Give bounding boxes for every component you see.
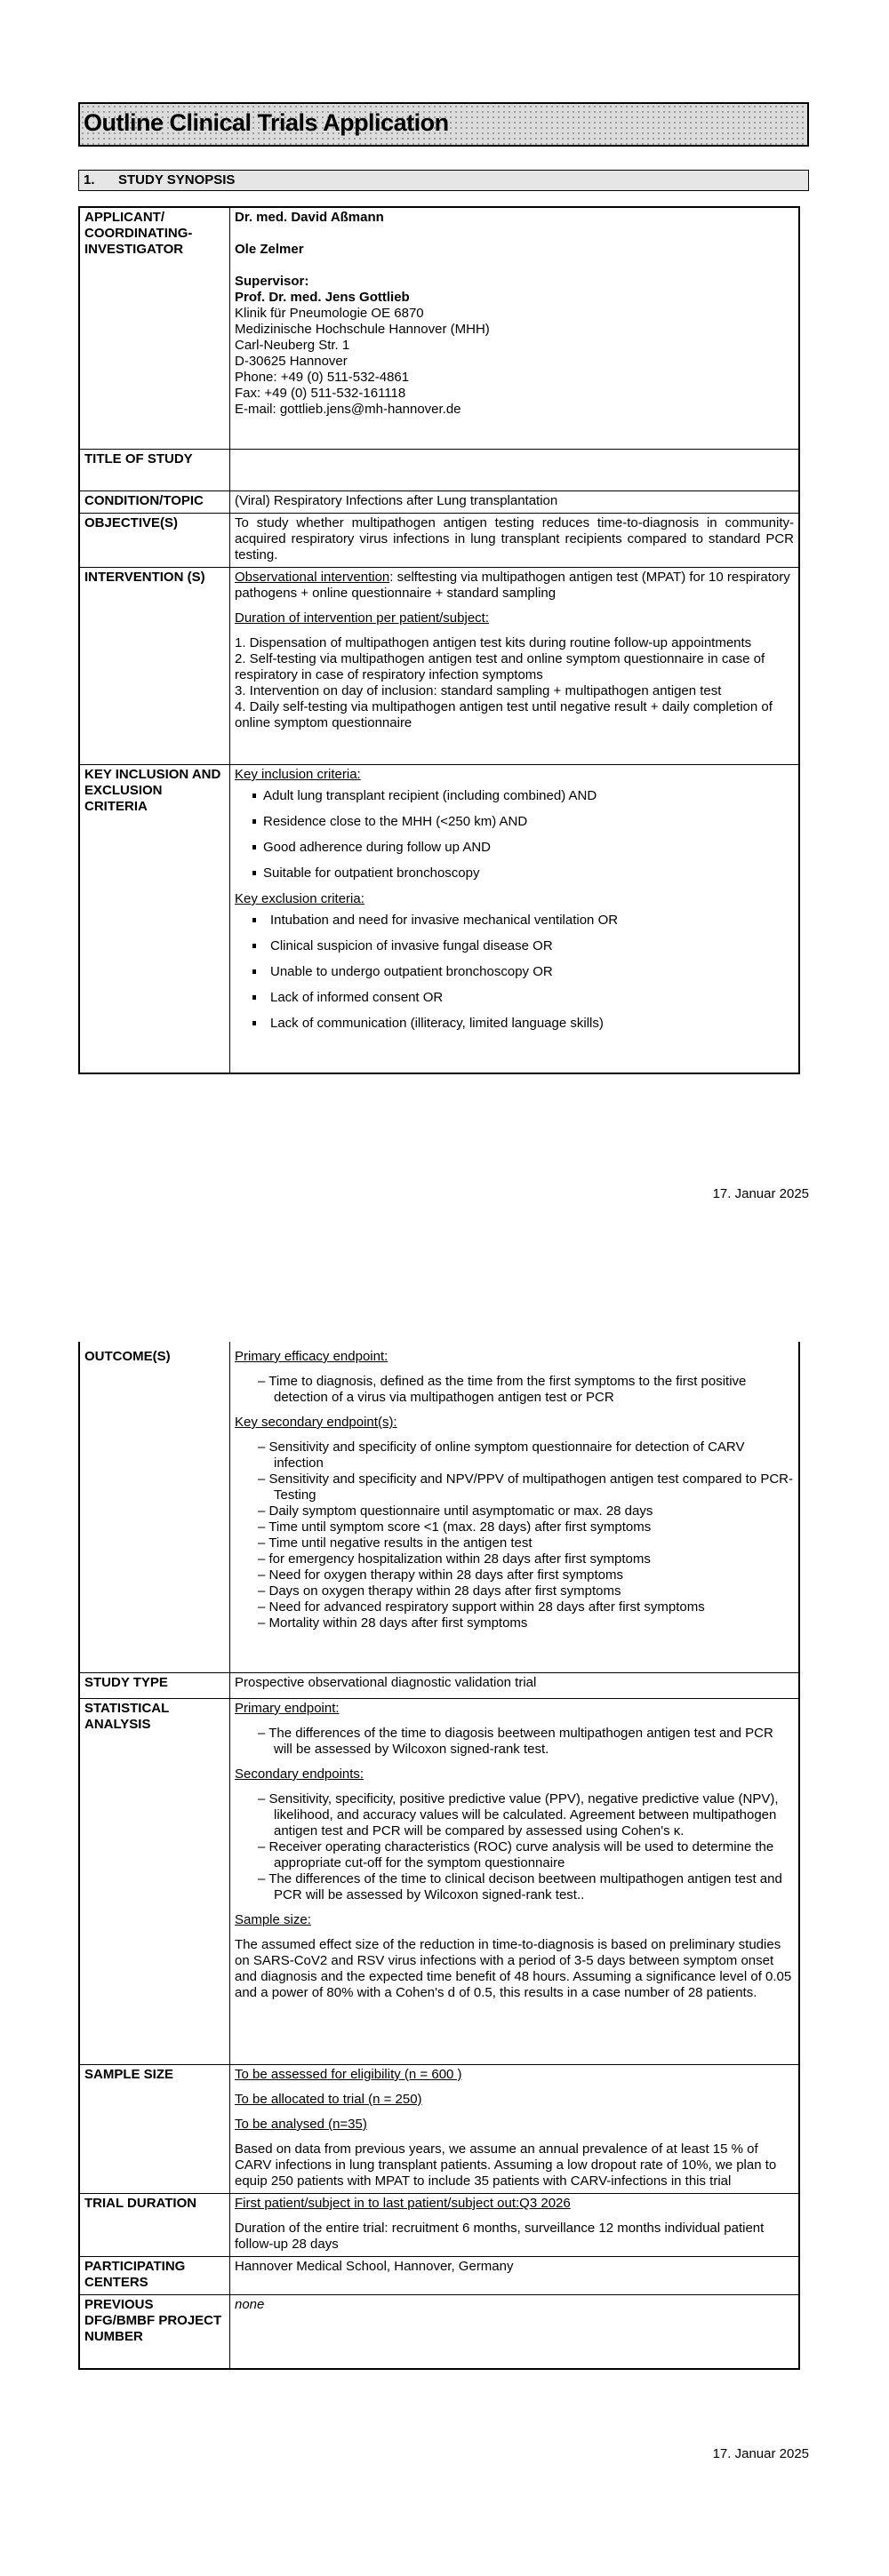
allocated-trial: To be allocated to trial (n = 250) [235, 2092, 422, 2107]
applicant-name-1: Dr. med. David Aßmann [235, 210, 384, 225]
applicant-cell [230, 207, 800, 450]
inclusion-item: Adult lung transplant recipient (including combined) AND [235, 788, 794, 804]
phone: Phone: +49 (0) 511-532-4861 [235, 370, 410, 385]
title-of-study-value [230, 450, 800, 491]
row-statistics [79, 1699, 799, 2065]
primary-endpoint-item: – Time to diagnosis, defined as the time from the first symptoms to the first positive detection of a virus via multipathogen antigen test or PCR [258, 1374, 747, 1405]
inclusion-item: Residence close to the MHH (<250 km) AND [235, 814, 794, 830]
first-last-patient: First patient/subject in to last patient/subject out:Q3 2026 [235, 2196, 571, 2211]
row-outcomes [79, 1342, 799, 1673]
synopsis-table-page2 [78, 1342, 800, 2370]
primary-endpoint-heading: Primary efficacy endpoint: [235, 1349, 388, 1364]
sample-size-rationale: Based on data from previous years, we assume an annual prevalence of at least 15 % of CARV infections in lung transplant patients. Assuming a low dropout rate of 10%, we plan to equip 250 patients with MPAT to include 35 patients with CARV-infections in this trial [235, 2141, 777, 2189]
document-title-box [78, 102, 809, 147]
row-title [79, 450, 799, 491]
trial-duration-text: Duration of the entire trial: recruitment 6 months, surveillance 12 months individual patient follow-up 28 days [235, 2221, 765, 2252]
inclusion-item: Suitable for outpatient bronchoscopy [235, 865, 794, 881]
row-trial-duration [79, 2194, 799, 2257]
intervention-step: 4. Daily self-testing via multipathogen antigen test until negative result + daily completion of online symptom questionnaire [235, 699, 773, 730]
inclusion-item: Good adherence during follow up AND [235, 840, 794, 856]
label-study-type: STUDY TYPE [79, 1673, 230, 1699]
label-sample-size: SAMPLE SIZE [79, 2065, 230, 2194]
fax: Fax: +49 (0) 511-532-161118 [235, 386, 406, 401]
previous-value: none [230, 2295, 800, 2370]
secondary-endpoint-item: – Days on oxygen therapy within 28 days after first symptoms [258, 1583, 621, 1599]
intervention-step: 3. Intervention on day of inclusion: standard sampling + multipathogen antigen test [235, 683, 722, 698]
secondary-endpoint-item: – Sensitivity and specificity of online symptom questionnaire for detection of CARV infection [258, 1440, 745, 1471]
sample-size-heading: Sample size: [235, 1912, 311, 1927]
criteria-cell [230, 765, 800, 1074]
centers-value: Hannover Medical School, Hannover, Germany [230, 2257, 800, 2295]
address-line: Carl-Neuberg Str. 1 [235, 338, 350, 353]
obs-intervention-text: : selftesting via multipathogen antigen test (MPAT) for 10 respiratory pathogens + online questionnaire + standard sampling [235, 570, 790, 601]
row-objective [79, 514, 799, 568]
label-trial-duration: TRIAL DURATION [79, 2194, 230, 2257]
secondary-endpoint-heading: Key secondary endpoint(s): [235, 1415, 397, 1430]
address-line: D-30625 Hannover [235, 354, 348, 369]
label-previous: PREVIOUS DFG/BMBF PROJECT NUMBER [79, 2295, 230, 2370]
label-centers: PARTICIPATING CENTERS [79, 2257, 230, 2295]
exclusion-item: Unable to undergo outpatient bronchoscopy OR [235, 964, 794, 980]
exclusion-item: Clinical suspicion of invasive fungal disease OR [235, 938, 794, 954]
secondary-endpoint-item: – Time until symptom score <1 (max. 28 days) after first symptoms [258, 1519, 652, 1535]
supervisor-name: Prof. Dr. med. Jens Gottlieb [235, 290, 410, 305]
label-criteria: KEY INCLUSION AND EXCLUSION CRITERIA [79, 765, 230, 1074]
footer-date-page1: 17. Januar 2025 [712, 1186, 809, 1201]
row-condition [79, 491, 799, 514]
stat-primary-heading: Primary endpoint: [235, 1701, 340, 1716]
statistics-cell [230, 1699, 800, 2065]
stat-secondary-item: – Receiver operating characteristics (ROC) curve analysis will be used to determine the appropriate cut-off for the symptom questionnaire [258, 1839, 774, 1870]
label-title-of-study: TITLE OF STUDY [79, 450, 230, 491]
document-title: Outline Clinical Trials Application [84, 109, 449, 136]
intervention-step: 1. Dispensation of multipathogen antigen test kits during routine follow-up appointments [235, 635, 752, 650]
inclusion-list [235, 788, 794, 881]
obs-intervention-heading: Observational intervention [235, 570, 390, 585]
stat-secondary-item: – The differences of the time to clinical decison beetween multipathogen antigen test and PCR will be assessed by Wilcoxon signed-rank test.. [258, 1871, 782, 1902]
section-number: 1. [84, 172, 95, 187]
label-statistics: STATISTICAL ANALYSIS [79, 1699, 230, 2065]
footer-date-page2: 17. Januar 2025 [712, 2446, 809, 2461]
objective-value: To study whether multipathogen antigen testing reduces time-to-diagnosis in community-acquired respiratory virus infections in lung transplant recipients compared to standard PCR testing. [230, 514, 800, 568]
exclusion-list [235, 913, 794, 1032]
exclusion-item: Lack of informed consent OR [235, 990, 794, 1006]
condition-value: (Viral) Respiratory Infections after Lung transplantation [230, 491, 800, 514]
intervention-step: 2. Self-testing via multipathogen antigen test and online symptom questionnaire in case of respiratory in case of respiratory infection symptoms [235, 651, 765, 682]
synopsis-table-page1 [78, 206, 800, 1074]
secondary-endpoint-item: – Time until negative results in the antigen test [258, 1535, 533, 1551]
sample-size-cell [230, 2065, 800, 2194]
row-criteria [79, 765, 799, 1074]
label-condition: CONDITION/TOPIC [79, 491, 230, 514]
exclusion-item: Intubation and need for invasive mechanical ventilation OR [235, 913, 794, 929]
row-intervention [79, 568, 799, 765]
stat-secondary-item: – Sensitivity, specificity, positive predictive value (PPV), negative predictive value (NPV), likelihood, and accuracy values will be calculated. Agreement between multipathogen antigen test and PCR will be compared by assessed using Cohen's κ. [258, 1791, 779, 1838]
email: E-mail: gottlieb.jens@mh-hannover.de [235, 402, 461, 417]
address-line: Medizinische Hochschule Hannover (MHH) [235, 322, 490, 337]
supervisor-label: Supervisor: [235, 274, 309, 289]
row-applicant [79, 207, 799, 450]
secondary-endpoint-item: – Mortality within 28 days after first symptoms [258, 1615, 528, 1631]
row-centers [79, 2257, 799, 2295]
applicant-name-2: Ole Zelmer [235, 242, 304, 257]
label-applicant: APPLICANT/ COORDINATING-INVESTIGATOR [79, 207, 230, 450]
intervention-cell [230, 568, 800, 765]
inclusion-heading: Key inclusion criteria: [235, 767, 361, 782]
trial-duration-cell [230, 2194, 800, 2257]
row-sample-size [79, 2065, 799, 2194]
label-intervention: INTERVENTION (S) [79, 568, 230, 765]
secondary-endpoint-item: – Daily symptom questionnaire until asymptomatic or max. 28 days [258, 1503, 653, 1519]
row-previous [79, 2295, 799, 2370]
secondary-endpoint-item: – Sensitivity and specificity and NPV/PPV of multipathogen antigen test compared to PCR-Testing [258, 1471, 793, 1503]
study-type-value: Prospective observational diagnostic validation trial [230, 1673, 800, 1699]
secondary-endpoint-item: – Need for oxygen therapy within 28 days after first symptoms [258, 1567, 624, 1583]
assessed-eligibility: To be assessed for eligibility (n = 600 ) [235, 2067, 462, 2082]
row-study-type [79, 1673, 799, 1699]
label-outcomes: OUTCOME(S) [79, 1342, 230, 1673]
section-heading [78, 170, 809, 191]
address-line: Klinik für Pneumologie OE 6870 [235, 306, 424, 321]
outcomes-cell [230, 1342, 800, 1673]
duration-heading: Duration of intervention per patient/subject: [235, 610, 490, 626]
stat-secondary-heading: Secondary endpoints: [235, 1767, 364, 1782]
exclusion-item: Lack of communication (illiteracy, limited language skills) [235, 1016, 794, 1032]
exclusion-heading: Key exclusion criteria: [235, 891, 364, 906]
section-title: STUDY SYNOPSIS [118, 172, 236, 187]
analysed: To be analysed (n=35) [235, 2117, 367, 2132]
secondary-endpoint-item: – Need for advanced respiratory support within 28 days after first symptoms [258, 1599, 705, 1615]
stat-primary-item: – The differences of the time to diagosis beetween multipathogen antigen test and PCR will be assessed by Wilcoxon signed-rank test. [258, 1726, 773, 1757]
label-objective: OBJECTIVE(S) [79, 514, 230, 568]
sample-size-text: The assumed effect size of the reduction in time-to-diagnosis is based on preliminary studies on SARS-CoV2 and RSV virus infections with a period of 3-5 days between symptom onset and diagnosis and the expected time benefit of 48 hours. Assuming a significance level of 0.05 and a power of 80% with a Cohen's d of 0.5, this results in a case number of 28 patients. [235, 1937, 792, 2000]
secondary-endpoint-item: – for emergency hospitalization within 28 days after first symptoms [258, 1551, 651, 1567]
